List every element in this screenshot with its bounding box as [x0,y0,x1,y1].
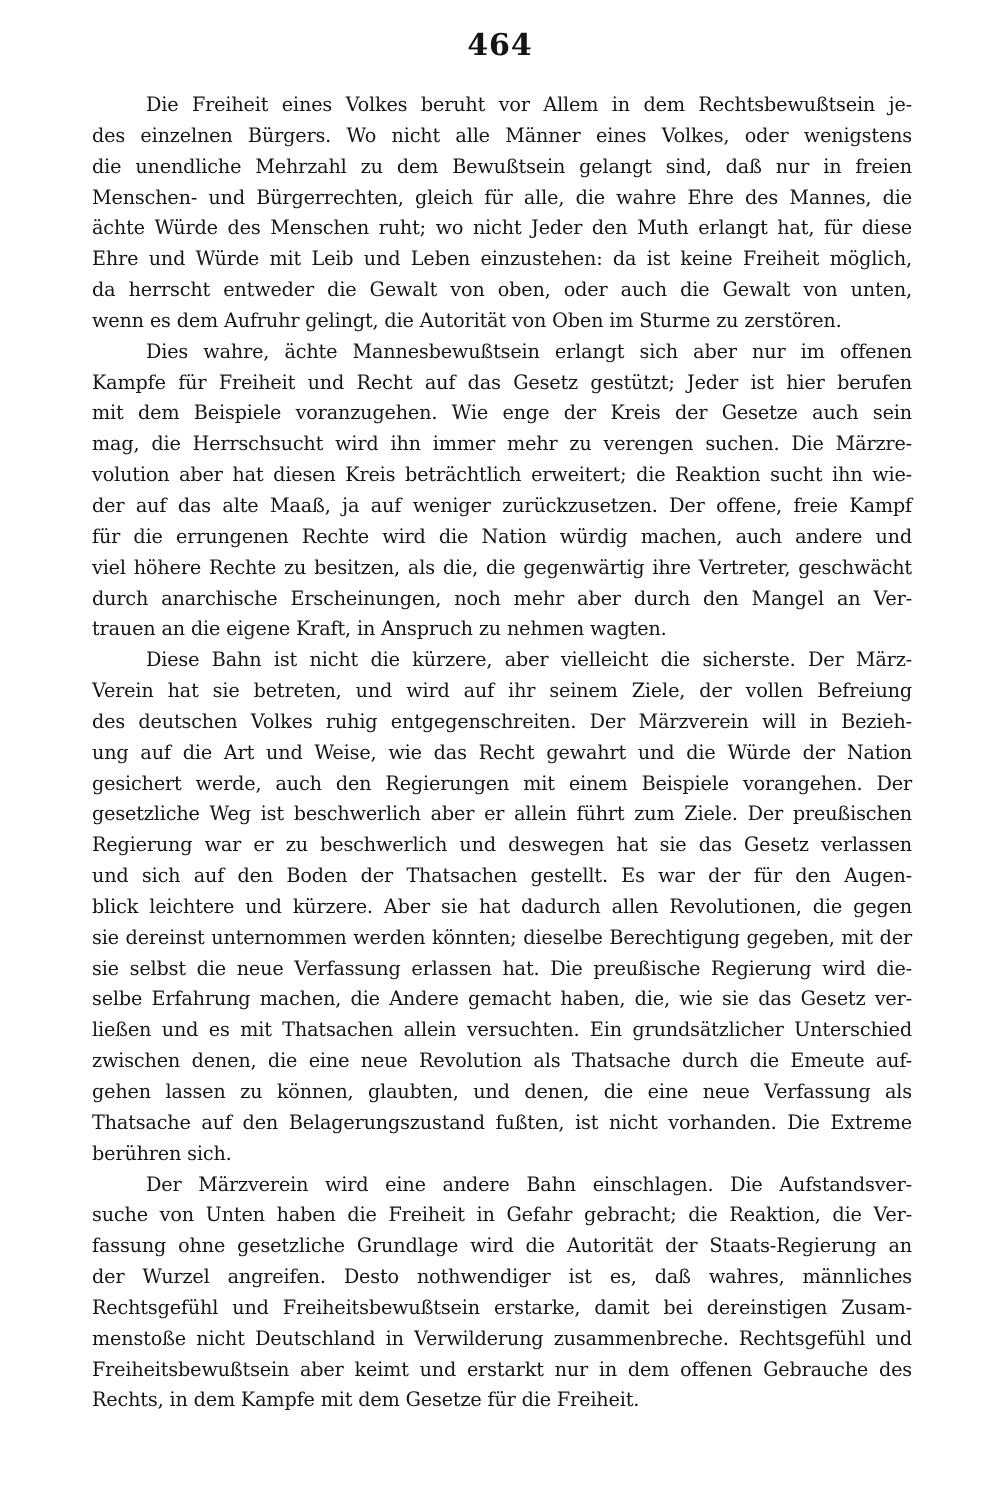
text-line: Die Freiheit eines Volkes beruht vor Allem in dem Rechtsbewußtsein je- [146,93,912,116]
text-line: durch anarchische Erscheinungen, noch mehr aber durch den Mangel an Ver- [92,586,912,610]
text-line: volution aber hat diesen Kreis beträchtlich erweitert; die Reaktion sucht ihn wie- [92,463,912,487]
text-line: menstoße nicht Deutschland in Verwilderung zusammenbreche. Rechtsgefühl und [92,1326,912,1350]
page-number: 464 [467,28,533,63]
text-line: für die errungenen Rechte wird die Nation würdig machen, auch andere und [92,524,912,548]
paragraph-2 [92,337,912,645]
text-line: da herrscht entweder die Gewalt von oben, oder auch die Gewalt von unten, [92,278,912,302]
text-line: ächte Würde des Menschen ruht; wo nicht Jeder den Muth erlangt hat, für diese [92,216,912,240]
paragraph-4 [92,1170,912,1417]
text-line: Rechts, in dem Kampfe mit dem Gesetze für die Freiheit. [92,1388,640,1412]
paragraph-3 [92,645,912,1169]
text-line: gesichert werde, auch den Regierungen mit einem Beispiele vorangehen. Der [92,771,912,795]
text-line: suche von Unten haben die Freiheit in Gefahr gebracht; die Reaktion, die Ver- [92,1203,912,1227]
text-line: mag, die Herrschsucht wird ihn immer mehr zu verengen suchen. Die Märzre- [92,432,912,456]
text-line: berühren sich. [92,1141,232,1165]
text-line: Diese Bahn ist nicht die kürzere, aber vielleicht die sicherste. Der März- [146,648,912,672]
text-line: gesetzliche Weg ist beschwerlich aber er allein führt zum Ziele. Der preußischen [92,802,912,826]
text-line: ließen und es mit Thatsachen allein versuchten. Ein grundsätzlicher Unterschied [92,1018,912,1042]
text-line: blick leichtere und kürzere. Aber sie hat dadurch allen Revolutionen, die gegen [92,894,912,918]
text-line: der auf das alte Maaß, ja auf weniger zurückzusetzen. Der offene, freie Kampf [92,493,912,517]
text-line: Thatsache auf den Belagerungszustand fußten, ist nicht vorhanden. Die Extreme [92,1110,912,1134]
text-line: zwischen denen, die eine neue Revolution als Thatsache durch die Emeute auf- [92,1049,912,1073]
text-line: der Wurzel angreifen. Desto nothwendiger ist es, daß wahres, männliches [92,1265,912,1289]
text-line: Menschen- und Bürgerrechten, gleich für alle, die wahre Ehre des Mannes, die [92,185,912,209]
text-line: selbe Erfahrung machen, die Andere gemacht haben, die, wie sie das Gesetz ver- [92,987,912,1011]
text-line: sie dereinst unternommen werden könnten; dieselbe Berechtigung gegeben, mit der [92,925,912,949]
text-line: die unendliche Mehrzahl zu dem Bewußtsein gelangt sind, daß nur in freien [92,154,912,178]
text-line: gehen lassen zu können, glaubten, und denen, die eine neue Verfassung als [92,1080,912,1103]
text-line: viel höhere Rechte zu besitzen, als die, die gegenwärtig ihre Vertreter, geschwächt [92,555,912,579]
paragraph-1 [92,90,912,337]
text-line: Kampfe für Freiheit und Recht auf das Gesetz gestützt; Jeder ist hier berufen [92,370,912,394]
text-line: mit dem Beispiele voranzugehen. Wie enge der Kreis der Gesetze auch sein [92,401,912,425]
text-line: des deutschen Volkes ruhig entgegenschreiten. Der Märzverein will in Bezieh- [92,709,912,733]
text-line: wenn es dem Aufruhr gelingt, die Autorität von Oben im Sturme zu zerstören. [92,308,842,332]
text-line: sie selbst die neue Verfassung erlassen hat. Die preußische Regierung wird die- [92,956,912,980]
text-line: Dies wahre, ächte Mannesbewußtsein erlangt sich aber nur im offenen [146,339,912,363]
text-line: und sich auf den Boden der Thatsachen gestellt. Es war der für den Augen- [92,864,912,888]
text-line: fassung ohne gesetzliche Grundlage wird die Autorität der Staats-Regierung an [92,1234,912,1258]
text-line: Regierung war er zu beschwerlich und deswegen hat sie das Gesetz verlassen [92,833,912,857]
text-line: trauen an die eigene Kraft, in Anspruch zu nehmen wagten. [92,617,667,641]
text-line: Freiheitsbewußtsein aber keimt und erstarkt nur in dem offenen Gebrauche des [92,1357,912,1381]
text-line: Der Märzverein wird eine andere Bahn einschlagen. Die Aufstandsver- [146,1172,912,1196]
text-line: Ehre und Würde mit Leib und Leben einzustehen: da ist keine Freiheit möglich, [92,247,912,271]
text-line: Verein hat sie betreten, und wird auf ihr seinem Ziele, der vollen Befreiung [92,679,912,703]
text-line: des einzelnen Bürgers. Wo nicht alle Männer eines Volkes, oder wenigstens [92,123,912,147]
body-text [92,90,912,1416]
text-line: ung auf die Art und Weise, wie das Recht gewahrt und die Würde der Nation [92,740,912,764]
text-line: Rechtsgefühl und Freiheitsbewußtsein erstarke, damit bei dereinstigen Zusam- [92,1295,912,1319]
